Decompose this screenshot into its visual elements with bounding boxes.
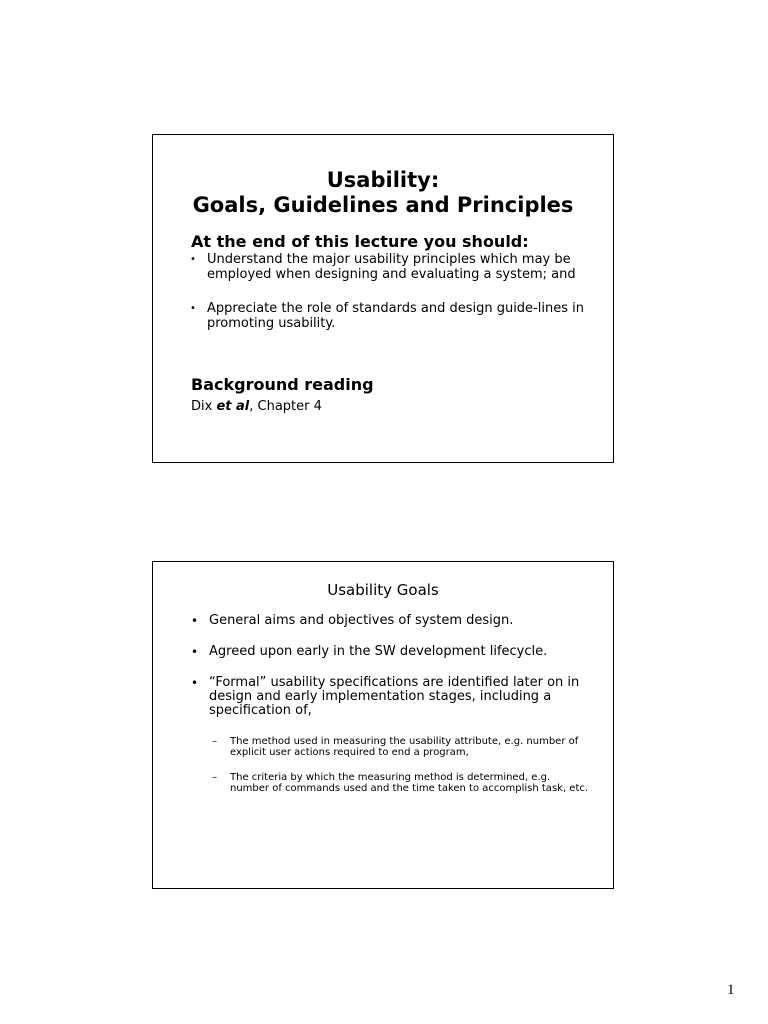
reading-et-al: et al xyxy=(216,399,250,414)
list-item xyxy=(190,252,600,282)
learning-objectives-heading: At the end of this lecture you should: xyxy=(191,232,529,251)
sub-list-item-text: The method used in measuring the usability attribute, e.g. number of explicit user actions required to end a program, xyxy=(230,736,579,758)
bullet-icon: • xyxy=(191,676,199,690)
reading-author: Dix xyxy=(191,399,217,414)
list-item-text: Agreed upon early in the SW development lifecycle. xyxy=(209,644,548,659)
dash-icon: – xyxy=(212,772,217,783)
list-item-text: Appreciate the role of standards and design guide-lines in promoting usability. xyxy=(207,301,584,331)
bullet-icon: • xyxy=(190,254,196,265)
reading-chapter: , Chapter 4 xyxy=(249,399,322,414)
usability-goals-list xyxy=(191,614,591,794)
bullet-icon: • xyxy=(191,614,199,628)
specification-sublist xyxy=(212,736,591,794)
list-item-text: “Formal” usability specifications are identified later on in design and early implementation stages, including a specification of, xyxy=(209,675,580,718)
page-number: 1 xyxy=(727,982,735,998)
sub-list-item xyxy=(212,772,591,794)
slide-1 xyxy=(152,134,614,463)
bullet-icon: • xyxy=(190,303,196,314)
bullet-icon: • xyxy=(191,645,199,659)
list-item-text: Understand the major usability principles which may be employed when designing and evaluating a system; and xyxy=(207,252,576,282)
slide-1-title-line-1: Usability: xyxy=(326,168,440,192)
list-item xyxy=(191,614,591,628)
learning-objectives-list xyxy=(190,252,600,331)
slide-2-title: Usability Goals xyxy=(327,581,439,599)
list-item xyxy=(190,301,600,331)
list-item xyxy=(191,645,591,659)
sub-list-item xyxy=(212,736,591,758)
background-reading-citation xyxy=(191,400,322,413)
list-item xyxy=(191,676,591,794)
list-item-text: General aims and objectives of system design. xyxy=(209,613,514,628)
dash-icon: – xyxy=(212,736,217,747)
slide-1-title-line-2: Goals, Guidelines and Principles xyxy=(192,193,574,217)
sub-list-item-text: The criteria by which the measuring method is determined, e.g. number of commands used and the time taken to accomplish task, etc. xyxy=(230,772,589,794)
background-reading-heading: Background reading xyxy=(191,375,374,394)
slide-2 xyxy=(152,561,614,889)
